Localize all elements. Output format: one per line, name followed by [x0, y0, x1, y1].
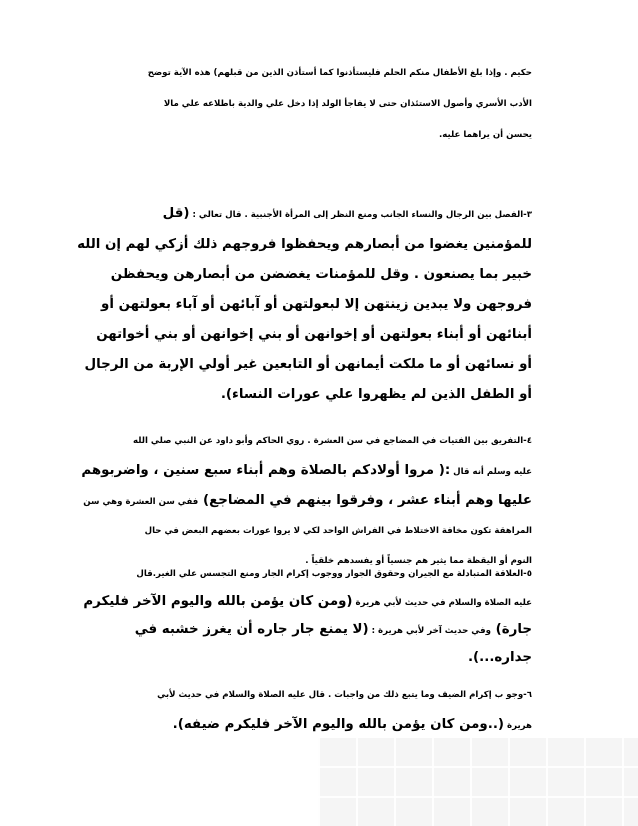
paragraph-4	[83, 560, 532, 672]
quote-span: جارة)	[490, 622, 532, 637]
quote-span: (..ومن كان يؤمن بالله واليوم الآخر فليكرم ضيفه).	[172, 717, 505, 732]
quote-span: (لا يمنع جار جاره أن يغرز خشبه في	[134, 622, 369, 637]
text-span: وفي حديث آخر لأبي هريرة :	[368, 626, 491, 636]
paragraph-2	[77, 198, 532, 410]
scan-grid-overlay	[318, 738, 638, 826]
text-line: ٥-العلاقة المتبادلة مع الجيران وحقوق الجوار ووجوب إكرام الجار ومنع التجسس علي الغير.قال	[136, 569, 532, 579]
quote-line: أو الطفل الذين لم يظهروا علي عورات النساء).	[220, 387, 532, 402]
quote-span: (ومن كان يؤمن بالله واليوم الآخر فليكرم	[83, 594, 353, 609]
text-line	[100, 616, 532, 644]
quote-line: خبير بما يصنعون . وقل للمؤمنات يغضضن من أبصارهن ويحفظن	[110, 267, 532, 282]
text-line: المراهقة تكون مخافة الاختلاط في الفراش الواحد لكي لا يروا عورات بعضهم البعض في حال	[144, 526, 532, 536]
quote-span: :( مروا أولادكم بالصلاة وهم أبناء سبع سنين ، واضربوهم	[81, 463, 451, 478]
text-line: ٦-وجو ب إكرام الضيف وما يتبع ذلك من واجبات . قال عليه الصلاة والسلام في حديث لأبي	[157, 690, 532, 700]
text-line	[83, 588, 532, 616]
paragraph-5	[100, 680, 532, 740]
paragraph-3	[81, 426, 532, 576]
text-span: ففي سن العشرة وهي سن	[83, 497, 199, 507]
quote-line: أو نسائهن أو ما ملكت أيمانهن أو التابعين غير أولي الإربة من الرجال	[84, 357, 532, 372]
text-line: ٤-التفريق بين الفتيات في المضاجع في سن العشرة . روي الحاكم وأبو داود عن النبي صلي الله	[133, 436, 532, 446]
text-line: الأدب الأسري وأصول الاستئذان حتى لا يفاجأ الولد إذا دخل علي والدية باطلاعه علي مالا	[163, 99, 532, 109]
text-line	[83, 486, 532, 516]
paragraph-1	[100, 58, 532, 151]
text-line: حكيم . وإذا بلغ الأطفال منكم الحلم فليستأذنوا كما أستأذن الذين من قبلهم) هذه الآية توضح	[147, 68, 532, 78]
text-line: يحسن أن يراهما عليه.	[439, 130, 532, 140]
text-span: عليه وسلم أنه قال	[450, 467, 532, 477]
text-line	[100, 198, 532, 230]
quote-line: أبنائهن أو أبناء بعولتهن أو إخوانهن أو بني إخوانهن أو بني أخواتهن	[96, 327, 532, 342]
quote-span: (قل	[162, 206, 190, 221]
quote-line: للمؤمنين يغضوا من أبصارهم ويحفظوا فروجهم ذلك أزكي لهم إن الله	[77, 237, 532, 252]
text-line: النوم أو اليقظة مما يثير هم جنسياً أو يفسدهم خلقياً .	[305, 556, 532, 566]
text-line	[81, 456, 532, 486]
text-span: هريرة	[504, 721, 532, 731]
quote-line: جداره...).	[467, 650, 532, 665]
quote-span: عليها وهم أبناء عشر ، وفرقوا بينهم في المضاجع)	[198, 493, 532, 508]
quote-line: فروجهن ولا يبدين زينتهن إلا لبعولتهن أو آبائهن أو آباء بعولتهن أو	[101, 297, 532, 312]
text-line	[100, 710, 532, 740]
text-span: عليه الصلاة والسلام في حديث لأبي هريرة	[352, 598, 532, 608]
text-span: ٣-الفصل بين الرجال والنساء الجانب ومنع النظر إلى المرأة الأجنبية . قال تعالي :	[189, 210, 532, 220]
